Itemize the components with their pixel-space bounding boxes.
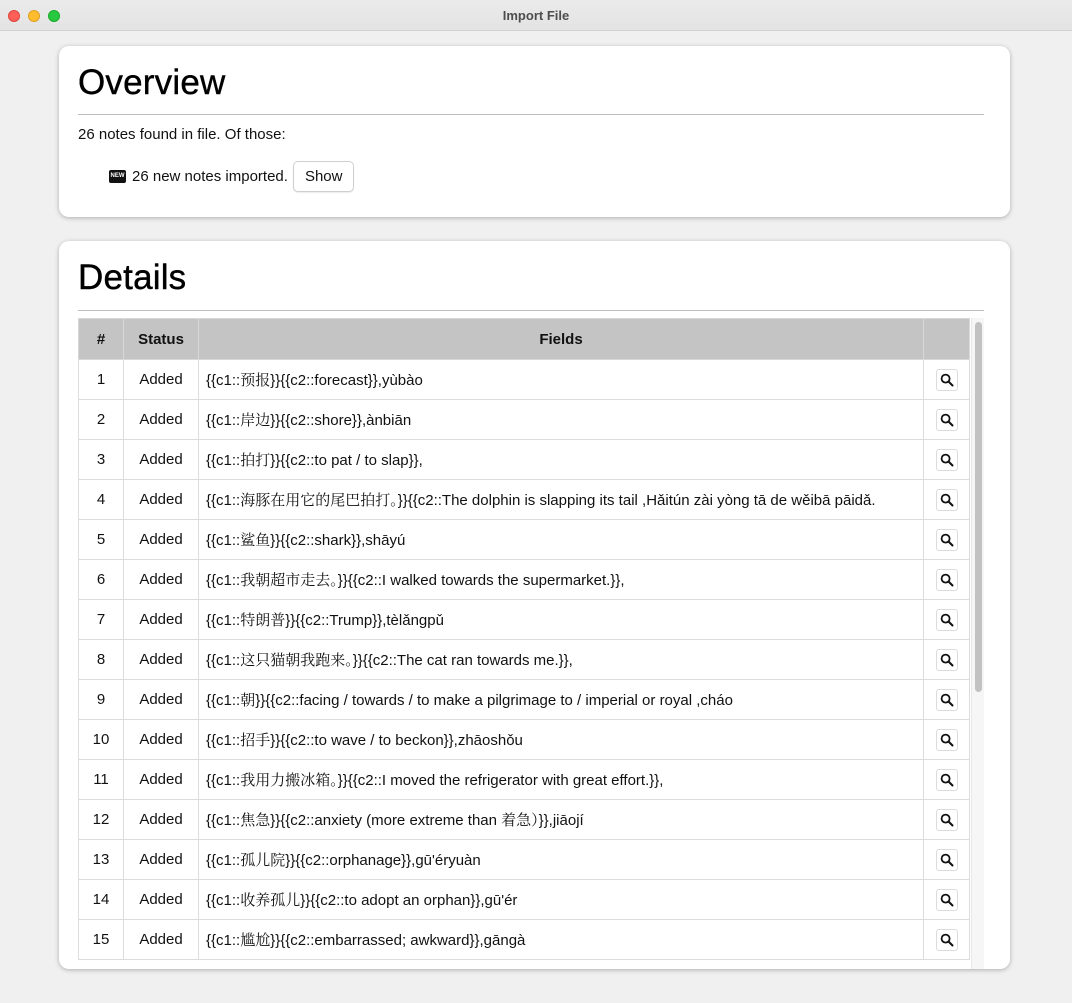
- row-action-cell: [924, 440, 970, 480]
- table-row[interactable]: [79, 880, 970, 920]
- row-action-cell: [924, 680, 970, 720]
- magnifier-icon[interactable]: [936, 569, 958, 591]
- details-heading: Details: [78, 258, 187, 297]
- details-table: [78, 318, 970, 960]
- column-header-status[interactable]: Status: [124, 319, 199, 360]
- row-number: 9: [79, 680, 124, 720]
- row-fields: {{c1::焦急}}{{c2::anxiety (more extreme than 着急）}},jiāojí: [199, 800, 924, 840]
- window-title: Import File: [502, 8, 570, 23]
- table-row[interactable]: [79, 520, 970, 560]
- magnifier-icon[interactable]: [936, 369, 958, 391]
- row-action-cell: [924, 720, 970, 760]
- row-status: Added: [124, 440, 199, 480]
- row-action-cell: [924, 800, 970, 840]
- overview-divider: [78, 114, 984, 115]
- overview-heading: Overview: [78, 63, 226, 102]
- row-number: 14: [79, 880, 124, 920]
- magnifier-icon[interactable]: [936, 849, 958, 871]
- row-fields: {{c1::拍打}}{{c2::to pat / to slap}},: [199, 440, 924, 480]
- details-divider: [78, 310, 984, 311]
- magnifier-icon[interactable]: [936, 769, 958, 791]
- scrollbar-thumb[interactable]: [975, 322, 982, 692]
- table-row[interactable]: [79, 480, 970, 520]
- row-status: Added: [124, 400, 199, 440]
- table-row[interactable]: [79, 840, 970, 880]
- details-table-container[interactable]: [78, 318, 984, 969]
- row-fields: {{c1::海豚在用它的尾巴拍打。}}{{c2::The dolphin is slapping its tail ,Hǎitún zài yòng tā de wěibā pāidǎ.: [199, 480, 924, 520]
- row-status: Added: [124, 680, 199, 720]
- magnifier-icon[interactable]: [936, 649, 958, 671]
- magnifier-icon[interactable]: [936, 609, 958, 631]
- row-action-cell: [924, 840, 970, 880]
- row-status: Added: [124, 600, 199, 640]
- table-row[interactable]: [79, 360, 970, 400]
- row-action-cell: [924, 920, 970, 960]
- row-action-cell: [924, 640, 970, 680]
- table-row[interactable]: [79, 600, 970, 640]
- new-notes-text: 26 new notes imported.: [132, 167, 288, 185]
- table-row[interactable]: [79, 440, 970, 480]
- row-number: 12: [79, 800, 124, 840]
- show-button[interactable]: Show: [293, 161, 355, 192]
- row-number: 8: [79, 640, 124, 680]
- row-status: Added: [124, 520, 199, 560]
- row-status: Added: [124, 560, 199, 600]
- row-fields: {{c1::岸边}}{{c2::shore}},ànbiān: [199, 400, 924, 440]
- table-row[interactable]: [79, 760, 970, 800]
- column-header-actions: [924, 319, 970, 360]
- row-number: 7: [79, 600, 124, 640]
- row-fields: {{c1::预报}}{{c2::forecast}},yùbào: [199, 360, 924, 400]
- row-action-cell: [924, 520, 970, 560]
- row-action-cell: [924, 600, 970, 640]
- table-row[interactable]: [79, 560, 970, 600]
- row-fields: {{c1::招手}}{{c2::to wave / to beckon}},zhāoshǒu: [199, 720, 924, 760]
- row-number: 11: [79, 760, 124, 800]
- row-status: Added: [124, 480, 199, 520]
- table-row[interactable]: [79, 640, 970, 680]
- row-fields: {{c1::孤儿院}}{{c2::orphanage}},gū'éryuàn: [199, 840, 924, 880]
- row-number: 2: [79, 400, 124, 440]
- row-number: 3: [79, 440, 124, 480]
- row-fields: {{c1::特朗普}}{{c2::Trump}},tèlǎngpǔ: [199, 600, 924, 640]
- row-number: 4: [79, 480, 124, 520]
- row-fields: {{c1::我朝超市走去。}}{{c2::I walked towards the supermarket.}},: [199, 560, 924, 600]
- table-row[interactable]: [79, 800, 970, 840]
- details-scrollbar[interactable]: [971, 318, 984, 969]
- title-bar[interactable]: [0, 0, 1072, 31]
- magnifier-icon[interactable]: [936, 889, 958, 911]
- row-status: Added: [124, 760, 199, 800]
- row-action-cell: [924, 560, 970, 600]
- magnifier-icon[interactable]: [936, 809, 958, 831]
- row-fields: {{c1::朝}}{{c2::facing / towards / to make a pilgrimage to / imperial or royal ,cháo: [199, 680, 924, 720]
- overview-card: [59, 46, 1010, 217]
- row-fields: {{c1::我用力搬冰箱。}}{{c2::I moved the refrigerator with great effort.}},: [199, 760, 924, 800]
- row-status: Added: [124, 920, 199, 960]
- table-row[interactable]: [79, 920, 970, 960]
- row-fields: {{c1::尴尬}}{{c2::embarrassed; awkward}},gāngà: [199, 920, 924, 960]
- row-status: Added: [124, 720, 199, 760]
- row-action-cell: [924, 760, 970, 800]
- magnifier-icon[interactable]: [936, 529, 958, 551]
- row-fields: {{c1::收养孤儿}}{{c2::to adopt an orphan}},gū'ér: [199, 880, 924, 920]
- row-action-cell: [924, 880, 970, 920]
- magnifier-icon[interactable]: [936, 689, 958, 711]
- magnifier-icon[interactable]: [936, 449, 958, 471]
- row-status: Added: [124, 360, 199, 400]
- column-header-fields[interactable]: Fields: [199, 319, 924, 360]
- row-number: 15: [79, 920, 124, 960]
- table-row[interactable]: [79, 720, 970, 760]
- row-number: 1: [79, 360, 124, 400]
- table-row[interactable]: [79, 400, 970, 440]
- row-status: Added: [124, 800, 199, 840]
- row-number: 13: [79, 840, 124, 880]
- row-status: Added: [124, 880, 199, 920]
- table-body: [79, 360, 970, 960]
- row-number: 6: [79, 560, 124, 600]
- row-number: 10: [79, 720, 124, 760]
- row-fields: {{c1::鲨鱼}}{{c2::shark}},shāyú: [199, 520, 924, 560]
- overview-summary: 26 notes found in file. Of those:: [78, 126, 286, 143]
- magnifier-icon[interactable]: [936, 729, 958, 751]
- new-notes-line: [109, 160, 354, 192]
- magnifier-icon[interactable]: [936, 409, 958, 431]
- row-fields: {{c1::这只猫朝我跑来。}}{{c2::The cat ran towards me.}},: [199, 640, 924, 680]
- row-action-cell: [924, 480, 970, 520]
- new-badge-icon: NEW: [109, 170, 126, 183]
- magnifier-icon[interactable]: [936, 489, 958, 511]
- row-number: 5: [79, 520, 124, 560]
- row-action-cell: [924, 360, 970, 400]
- table-header-row: [79, 319, 970, 360]
- row-status: Added: [124, 640, 199, 680]
- magnifier-icon[interactable]: [936, 929, 958, 951]
- row-status: Added: [124, 840, 199, 880]
- details-card: [59, 241, 1010, 969]
- table-row[interactable]: [79, 680, 970, 720]
- row-action-cell: [924, 400, 970, 440]
- column-header-number[interactable]: #: [79, 319, 124, 360]
